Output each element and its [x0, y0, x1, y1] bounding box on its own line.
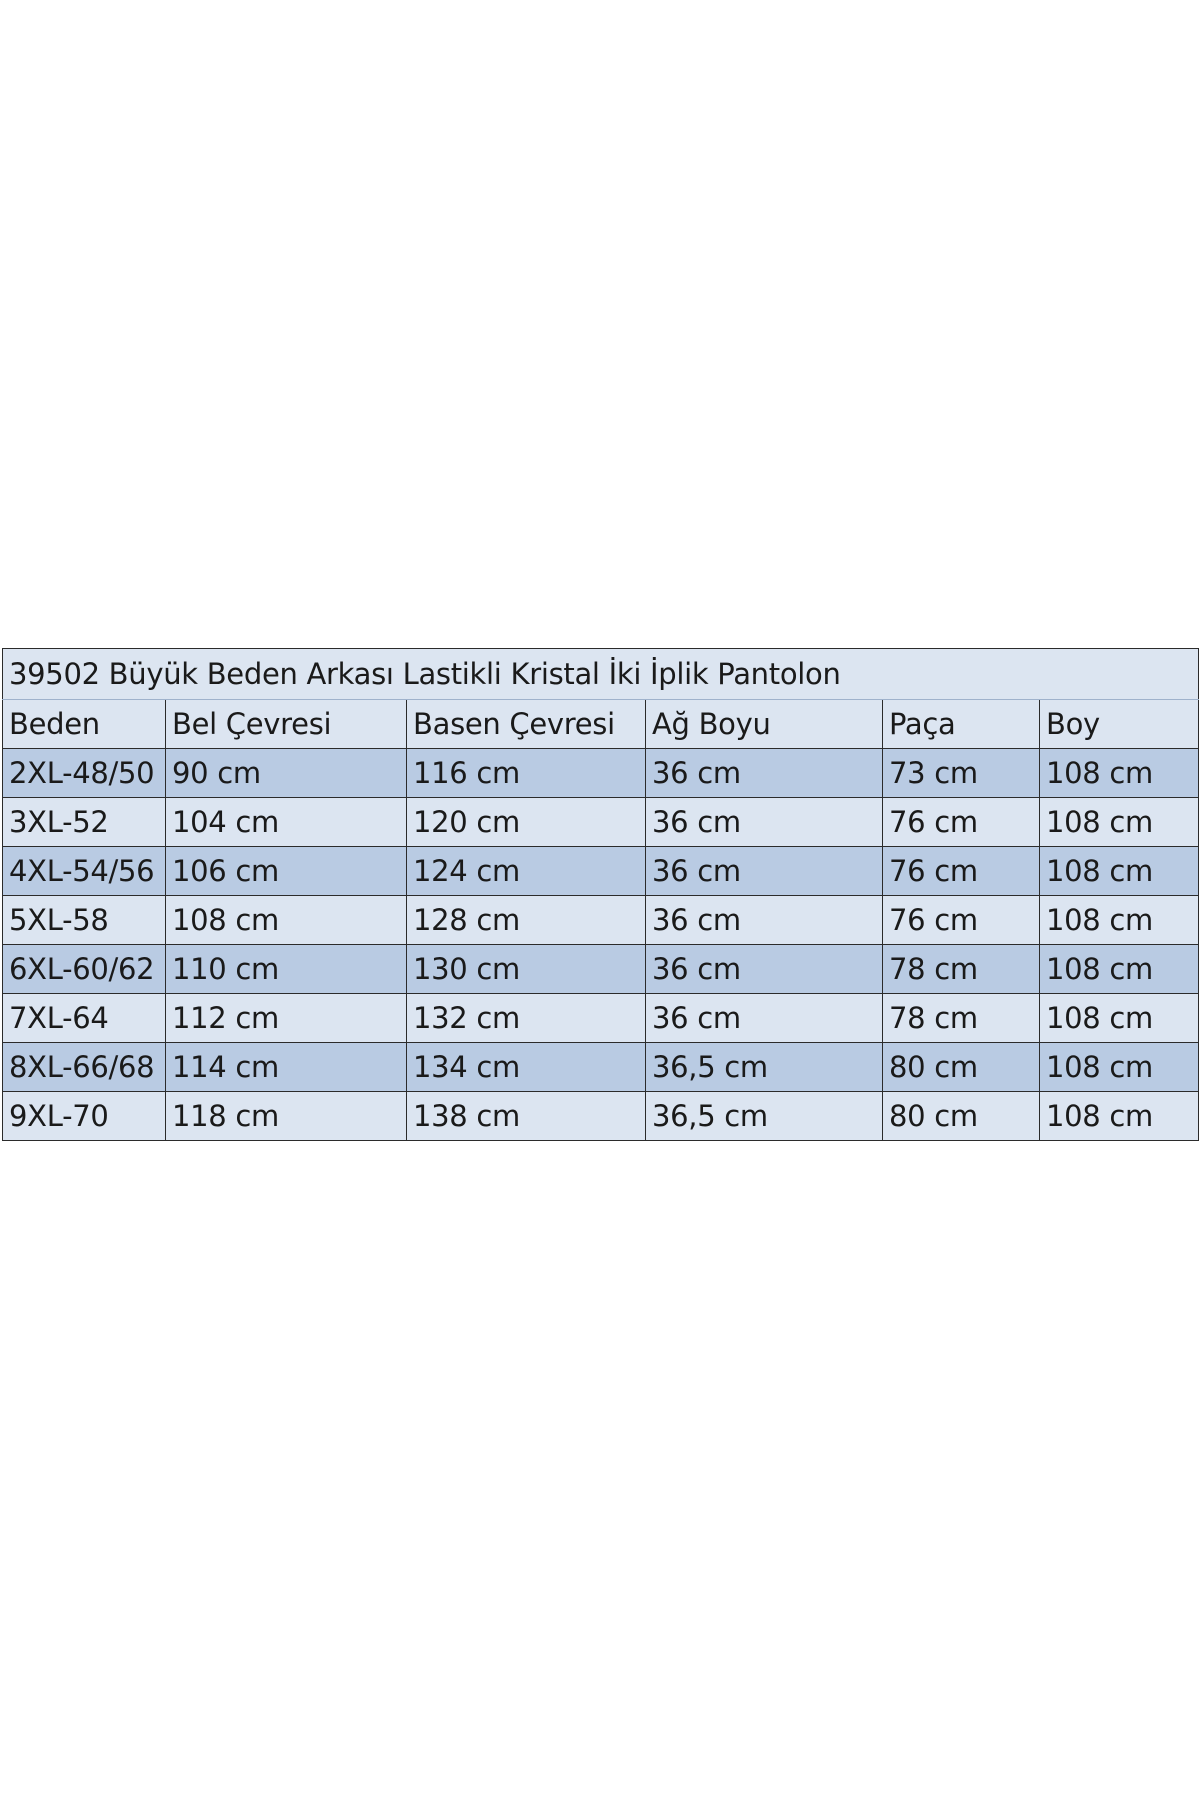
table-row	[3, 798, 1199, 847]
table-row	[3, 945, 1199, 994]
header-cell-boy: Boy	[1040, 700, 1199, 749]
table-row	[3, 896, 1199, 945]
table-cell-boy: 108 cm	[1040, 798, 1199, 847]
table-cell-boy: 108 cm	[1040, 945, 1199, 994]
table-cell-basen-cevresi: 124 cm	[407, 847, 646, 896]
table-cell-paca: 78 cm	[883, 945, 1040, 994]
header-cell-paca: Paça	[883, 700, 1040, 749]
table-cell-bel-cevresi: 118 cm	[166, 1092, 407, 1141]
table-cell-ag-boyu: 36 cm	[646, 798, 883, 847]
table-cell-basen-cevresi: 130 cm	[407, 945, 646, 994]
table-cell-boy: 108 cm	[1040, 994, 1199, 1043]
table-cell-bel-cevresi: 110 cm	[166, 945, 407, 994]
table-cell-beden: 3XL-52	[3, 798, 166, 847]
table-cell-ag-boyu: 36 cm	[646, 945, 883, 994]
table-cell-basen-cevresi: 120 cm	[407, 798, 646, 847]
table-cell-basen-cevresi: 134 cm	[407, 1043, 646, 1092]
table-row	[3, 1043, 1199, 1092]
table-cell-boy: 108 cm	[1040, 1092, 1199, 1141]
table-row	[3, 847, 1199, 896]
table-cell-bel-cevresi: 90 cm	[166, 749, 407, 798]
table-cell-basen-cevresi: 116 cm	[407, 749, 646, 798]
table-cell-paca: 73 cm	[883, 749, 1040, 798]
table-cell-ag-boyu: 36 cm	[646, 847, 883, 896]
table-cell-bel-cevresi: 106 cm	[166, 847, 407, 896]
table-cell-beden: 6XL-60/62	[3, 945, 166, 994]
header-cell-beden: Beden	[3, 700, 166, 749]
table-cell-paca: 76 cm	[883, 798, 1040, 847]
table-cell-beden: 5XL-58	[3, 896, 166, 945]
table-cell-bel-cevresi: 114 cm	[166, 1043, 407, 1092]
table-cell-ag-boyu: 36 cm	[646, 994, 883, 1043]
table-cell-bel-cevresi: 108 cm	[166, 896, 407, 945]
table-cell-boy: 108 cm	[1040, 1043, 1199, 1092]
table-cell-boy: 108 cm	[1040, 749, 1199, 798]
table-cell-ag-boyu: 36 cm	[646, 896, 883, 945]
table-cell-boy: 108 cm	[1040, 896, 1199, 945]
table-row	[3, 1092, 1199, 1141]
table-cell-basen-cevresi: 128 cm	[407, 896, 646, 945]
table-cell-basen-cevresi: 132 cm	[407, 994, 646, 1043]
table-header-row	[3, 700, 1199, 749]
table-cell-beden: 4XL-54/56	[3, 847, 166, 896]
size-chart-table	[2, 648, 1199, 1141]
header-cell-ag-boyu: Ağ Boyu	[646, 700, 883, 749]
table-cell-ag-boyu: 36,5 cm	[646, 1043, 883, 1092]
table-cell-paca: 76 cm	[883, 896, 1040, 945]
table-title-row	[3, 649, 1199, 700]
table-cell-boy: 108 cm	[1040, 847, 1199, 896]
table-title: 39502 Büyük Beden Arkası Lastikli Kristal İki İplik Pantolon	[3, 649, 1199, 700]
table-cell-paca: 80 cm	[883, 1092, 1040, 1141]
table-cell-paca: 76 cm	[883, 847, 1040, 896]
table-cell-beden: 7XL-64	[3, 994, 166, 1043]
table-cell-beden: 8XL-66/68	[3, 1043, 166, 1092]
table-row	[3, 994, 1199, 1043]
table-cell-paca: 78 cm	[883, 994, 1040, 1043]
table-cell-beden: 9XL-70	[3, 1092, 166, 1141]
table-cell-ag-boyu: 36,5 cm	[646, 1092, 883, 1141]
header-cell-bel-cevresi: Bel Çevresi	[166, 700, 407, 749]
table-cell-bel-cevresi: 112 cm	[166, 994, 407, 1043]
table-cell-basen-cevresi: 138 cm	[407, 1092, 646, 1141]
table-row	[3, 749, 1199, 798]
header-cell-basen-cevresi: Basen Çevresi	[407, 700, 646, 749]
table-cell-ag-boyu: 36 cm	[646, 749, 883, 798]
table-cell-paca: 80 cm	[883, 1043, 1040, 1092]
table-cell-bel-cevresi: 104 cm	[166, 798, 407, 847]
table-cell-beden: 2XL-48/50	[3, 749, 166, 798]
